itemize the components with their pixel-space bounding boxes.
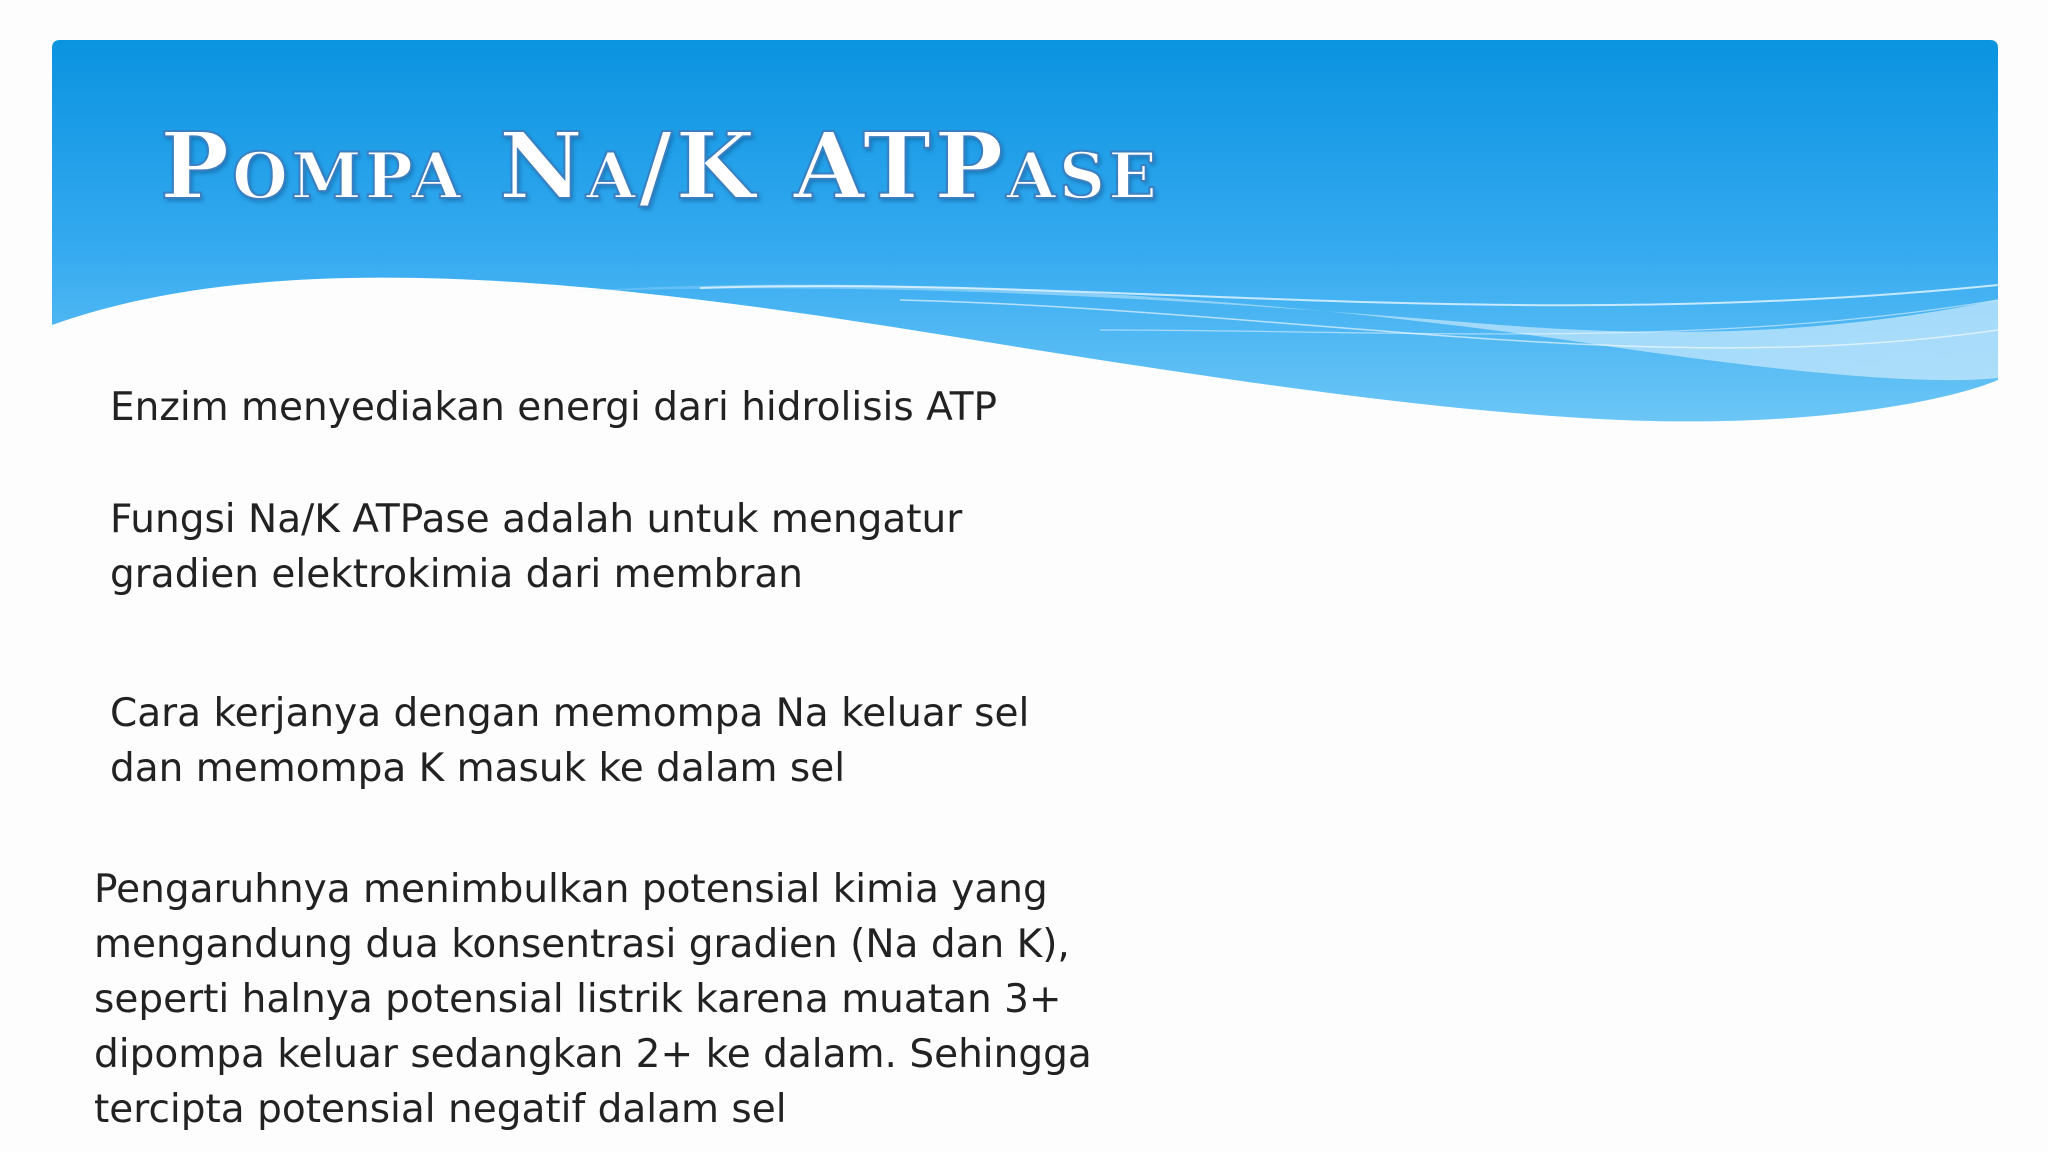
slide-title: Pompa Na/K ATPase — [160, 112, 1160, 220]
paragraph-function: Fungsi Na/K ATPase adalah untuk mengatur gradien elektrokimia dari membran — [110, 497, 963, 597]
paragraph-enzyme-energy: Enzim menyediakan energi dari hidrolisis ATP — [110, 385, 998, 430]
paragraph-effect: Pengaruhnya menimbulkan potensial kimia yang mengandung dua konsentrasi gradien (Na dan K), seperti halnya potensial listrik karena muatan 3+ dipompa keluar sedangkan 2+ ke dalam. Sehingga tercipta potensial negatif dalam sel — [94, 867, 1092, 1132]
paragraph-mechanism: Cara kerjanya dengan memompa Na keluar sel dan memompa K masuk ke dalam sel — [110, 691, 1030, 791]
header-wave-banner — [0, 0, 2048, 440]
